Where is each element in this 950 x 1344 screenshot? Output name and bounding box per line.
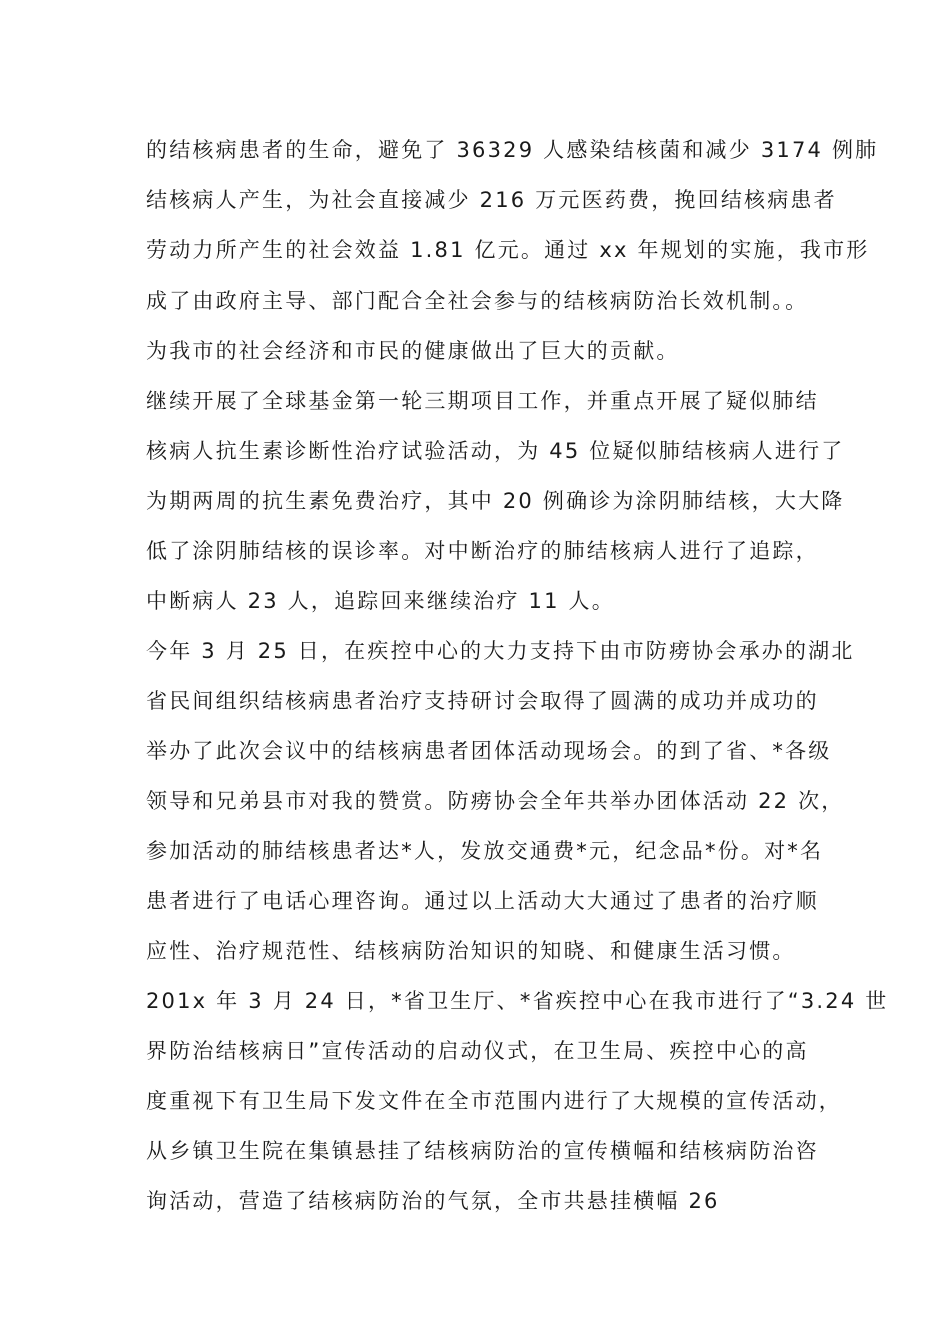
text-line: 界防治结核病日”宣传活动的启动仪式，在卫生局、疾控中心的高 (146, 1039, 809, 1063)
text-line: 参加活动的肺结核患者达*人，发放交通费*元，纪念品*份。对*名 (146, 839, 824, 863)
text-line: 结核病人产生，为社会直接减少 216 万元医药费，挽回结核病患者 (146, 188, 837, 212)
text-line: 低了涂阴肺结核的误诊率。对中断治疗的肺结核病人进行了追踪， (146, 539, 819, 563)
text-line: 今年 3 月 25 日，在疾控中心的大力支持下由市防痨协会承办的湖北 (146, 639, 855, 663)
text-line: 患者进行了电话心理咨询。通过以上活动大大通过了患者的治疗顺 (146, 889, 819, 913)
text-line: 领导和兄弟县市对我的赞赏。防痨协会全年共举办团体活动 22 次， (146, 789, 845, 813)
text-line: 成了由政府主导、部门配合全社会参与的结核病防治长效机制。。 (146, 289, 809, 313)
text-line: 为我市的社会经济和市民的健康做出了巨大的贡献。 (146, 339, 680, 363)
text-line: 为期两周的抗生素免费治疗，其中 20 例确诊为涂阴肺结核，大大降 (146, 489, 845, 513)
text-line: 的结核病患者的生命，避免了 36329 人感染结核菌和减少 3174 例肺 (146, 138, 879, 162)
text-line: 从乡镇卫生院在集镇悬挂了结核病防治的宣传横幅和结核病防治咨 (146, 1139, 819, 1163)
text-line: 核病人抗生素诊断性治疗试验活动，为 45 位疑似肺结核病人进行了 (146, 439, 845, 463)
text-line: 继续开展了全球基金第一轮三期项目工作，并重点开展了疑似肺结 (146, 389, 819, 413)
text-line: 举办了此次会议中的结核病患者团体活动现场会。的到了省、*各级 (146, 739, 832, 763)
text-line: 201x 年 3 月 24 日，*省卫生厅、*省疾控中心在我市进行了“3.24 世 (146, 989, 889, 1013)
text-line: 中断病人 23 人，追踪回来继续治疗 11 人。 (146, 589, 615, 613)
text-line: 劳动力所产生的社会效益 1.81 亿元。通过 xx 年规划的实施，我市形 (146, 238, 870, 262)
text-line: 度重视下有卫生局下发文件在全市范围内进行了大规模的宣传活动， (146, 1089, 842, 1113)
text-line: 省民间组织结核病患者治疗支持研讨会取得了圆满的成功并成功的 (146, 689, 819, 713)
text-line: 询活动，营造了结核病防治的气氛，全市共悬挂横幅 26 (146, 1189, 720, 1213)
text-line: 应性、治疗规范性、结核病防治知识的知晓、和健康生活习惯。 (146, 939, 796, 963)
